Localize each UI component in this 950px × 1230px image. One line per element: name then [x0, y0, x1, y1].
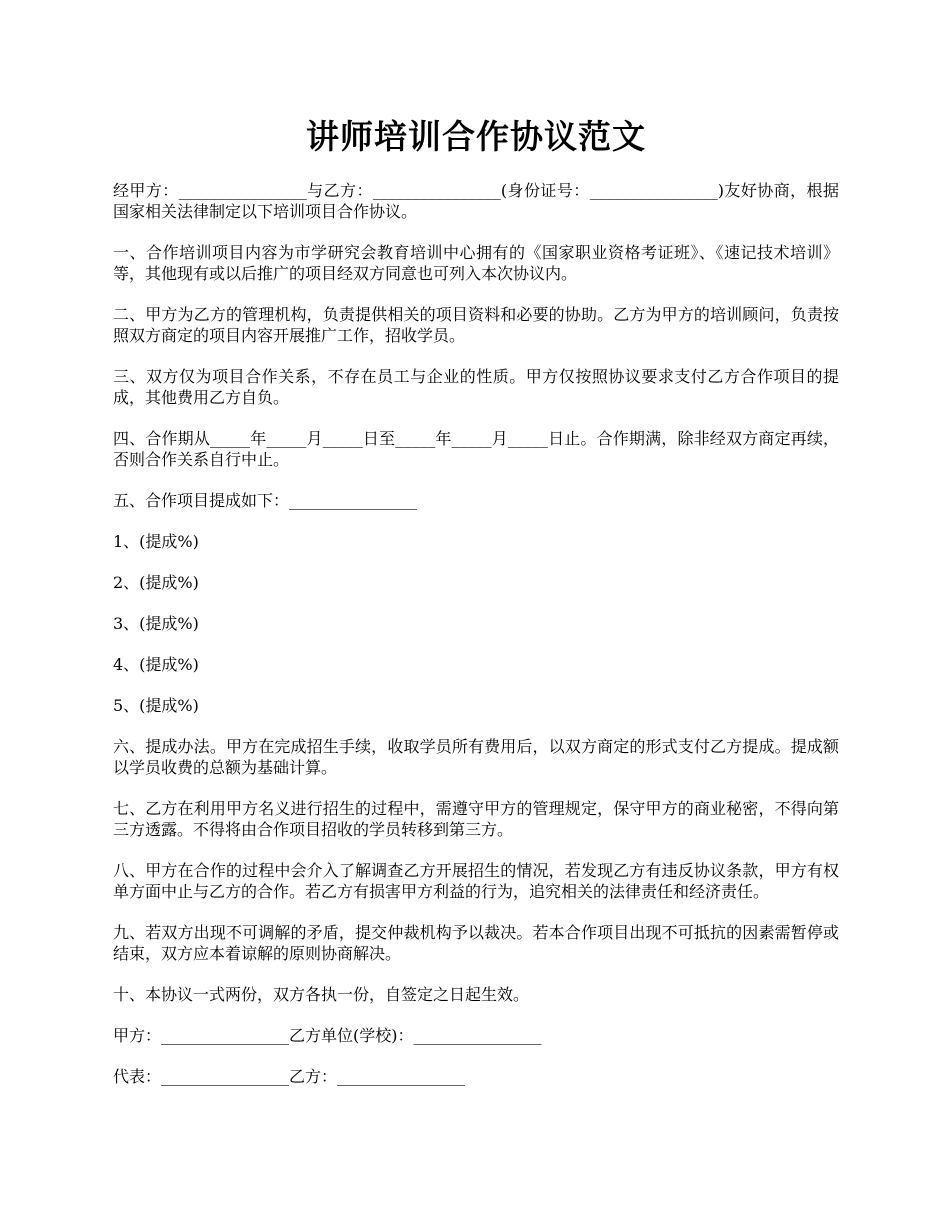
- clause-3: 三、双方仅为项目合作关系，不存在员工与企业的性质。甲方仅按照协议要求支付乙方合作项目的提成，其他费用乙方自负。: [113, 367, 839, 407]
- signature-line-party-a: 甲方：________________乙方单位(学校)：________________: [113, 1026, 542, 1045]
- clause-9: 九、若双方出现不可调解的矛盾，提交仲裁机构予以裁决。若本合作项目出现不可抵抗的因素需暂停或结束，双方应本着谅解的原则协商解决。: [113, 923, 839, 963]
- commission-item-4: 4、(提成%): [113, 655, 199, 674]
- clause-4: 四、合作期从_____年_____月_____日至_____年_____月_____日止。合作期满，除非经双方商定再续，否则合作关系自行中止。: [113, 429, 839, 469]
- clause-10: 十、本协议一式两份，双方各执一份，自签定之日起生效。: [113, 985, 530, 1004]
- signature-line-representative: 代表：________________乙方：________________: [113, 1067, 466, 1086]
- document-page: [113, 0, 839, 1087]
- clause-1: 一、合作培训项目内容为市学研究会教育培训中心拥有的《国家职业资格考证班》、《速记技术培训》等，其他现有或以后推广的项目经双方同意也可列入本次协议内。: [113, 243, 839, 283]
- intro-paragraph: 经甲方：________________与乙方：________________(身份证号：________________)友好协商，根据国家相关法律制定以下培训项目合作协议。: [113, 181, 839, 221]
- clause-8: 八、甲方在合作的过程中会介入了解调查乙方开展招生的情况，若发现乙方有违反协议条款，甲方有权单方面中止与乙方的合作。若乙方有损害甲方利益的行为，追究相关的法律责任和经济责任。: [113, 861, 839, 901]
- clause-7: 七、乙方在利用甲方名义进行招生的过程中，需遵守甲方的管理规定，保守甲方的商业秘密，不得向第三方透露。不得将由合作项目招收的学员转移到第三方。: [113, 799, 839, 839]
- clause-5: 五、合作项目提成如下：________________: [113, 491, 418, 510]
- clause-6: 六、提成办法。甲方在完成招生手续，收取学员所有费用后，以双方商定的形式支付乙方提成。提成额以学员收费的总额为基础计算。: [113, 737, 839, 777]
- clause-2: 二、甲方为乙方的管理机构，负责提供相关的项目资料和必要的协助。乙方为甲方的培训顾问，负责按照双方商定的项目内容开展推广工作，招收学员。: [113, 305, 839, 345]
- commission-item-2: 2、(提成%): [113, 573, 199, 592]
- commission-item-1: 1、(提成%): [113, 532, 199, 551]
- commission-item-3: 3、(提成%): [113, 614, 199, 633]
- commission-item-5: 5、(提成%): [113, 696, 199, 715]
- document-title: 讲师培训合作协议范文: [306, 117, 646, 156]
